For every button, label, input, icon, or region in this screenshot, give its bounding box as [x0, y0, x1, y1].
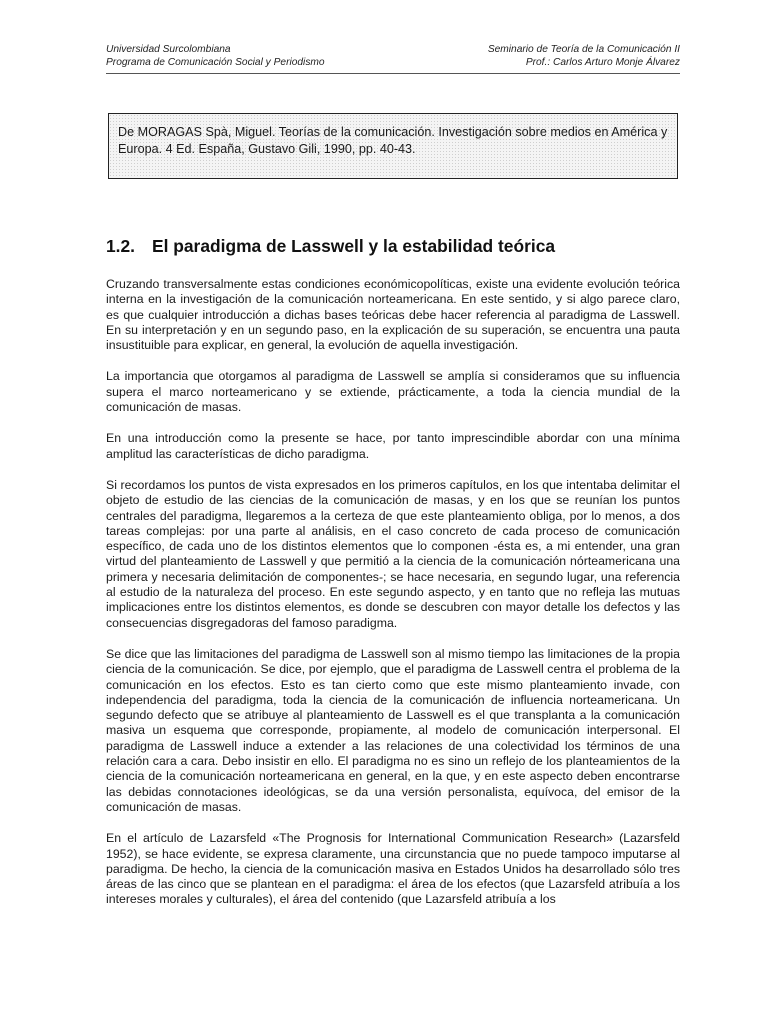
paragraph: En una introducción como la presente se hace, por tanto imprescindible abordar con una mínima amplitud las características de dicho paradigma. [106, 431, 680, 461]
paragraph: La importancia que otorgamos al paradigma de Lasswell se amplía si consideramos que su influencia supera el marco norteamericano y se extiende, prácticamente, a toda la ciencia mundial de la comunicación de masas. [106, 369, 680, 415]
body-text [106, 277, 680, 924]
paragraph: Se dice que las limitaciones del paradigma de Lasswell son al mismo tiempo las limitaciones de la propia ciencia de la comunicación. Se dice, por ejemplo, que el paradigma de Lasswell centra el problema de la comunicación en los efectos. Esto es tan cierto como que este mismo planteamiento invade, con independencia del paradigma, toda la ciencia de la comunicación de influencia norteamericana. Un segundo defecto que se atribuye al planteamiento de Lasswell es el que transplanta a la comunicación masiva un esquema que corresponde, propiamente, al modelo de comunicación interpersonal. El paradigma de Lasswell induce a extender a las relaciones de una colectividad los términos de una relación cara a cara. Debo insistir en ello. El paradigma no es sino un reflejo de los planteamientos de la ciencia de la comunicación norteamericana en general, en la que, y en este aspecto deben encontrarse las debidas connotaciones ideológicas, se da una versión personalista, equívoca, del emisor de la comunicación de masas. [106, 646, 680, 814]
paragraph: En el artículo de Lazarsfeld «The Prognosis for International Communication Research» (Lazarsfeld 1952), se hace evidente, se expresa claramente, una circunstancia que no puede tampoco imputarse al paradigma. De hecho, la ciencia de la comunicación masiva en Estados Unidos ha desarrollado sólo tres áreas de las cinco que se plantean en el paradigma: el área de los efectos (que Lazarsfeld atribuía a los intereses morales y culturales), el área del contenido (que Lazarsfeld atribuía a los [106, 831, 680, 907]
section-number: 1.2. [106, 236, 136, 256]
header-university: Universidad Surcolombiana [106, 44, 231, 55]
header-seminar: Seminario de Teoría de la Comunicación II [487, 44, 680, 55]
section-heading [106, 236, 555, 257]
citation-box [108, 113, 678, 179]
page-header [106, 43, 680, 74]
header-right [488, 43, 680, 69]
header-left [106, 43, 325, 69]
section-title: El paradigma de Lasswell y la estabilidad teórica [152, 236, 556, 256]
paragraph: Cruzando transversalmente estas condiciones económicopolíticas, existe una evidente evolución teórica interna en la investigación de la comunicación norteamericana. En este sentido, y si algo parece claro, es que cualquier introducción a dichas bases teóricas debe hacer referencia al paradigma de Lasswell. En su interpretación y en un segundo paso, en la explicación de su superación, se encuentra una pauta insustituible para explicar, en general, la evolución de aquella investigación. [106, 277, 680, 353]
paragraph: Si recordamos los puntos de vista expresados en los primeros capítulos, en los que intentaba delimitar el objeto de estudio de las ciencias de la comunicación de masas, y en los que se reunían los puntos centrales del paradigma, llegaremos a la certeza de que este planteamiento obliga, por lo menos, a dos tareas complejas: por una parte al análisis, en el caso concreto de cada proceso de comunicación específico, de cada uno de los distintos elementos que lo componen -ésta es, a mi entender, una gran virtud del planteamiento de Lasswell y que permitió a la ciencia de la comunicación nórteamericana una primera y necesaria delimitación de componentes-; se hace necesaria, en segundo lugar, una referencia al estudio de la naturaleza del proceso. En este segundo aspecto, y en tanto que no refleja las mutuas implicaciones entre los distintos elementos, es donde se descubren con mayor detalle los defectos y las consecuencias disgregadoras del famoso paradigma. [106, 477, 680, 630]
header-professor: Prof.: Carlos Arturo Monje Álvarez [525, 57, 680, 68]
header-program: Programa de Comunicación Social y Periodismo [106, 57, 325, 68]
citation-text: De MORAGAS Spà, Miguel. Teorías de la comunicación. Investigación sobre medios en América y Europa. 4 Ed. España, Gustavo Gili, 1990, pp. 40-43. [118, 125, 668, 156]
